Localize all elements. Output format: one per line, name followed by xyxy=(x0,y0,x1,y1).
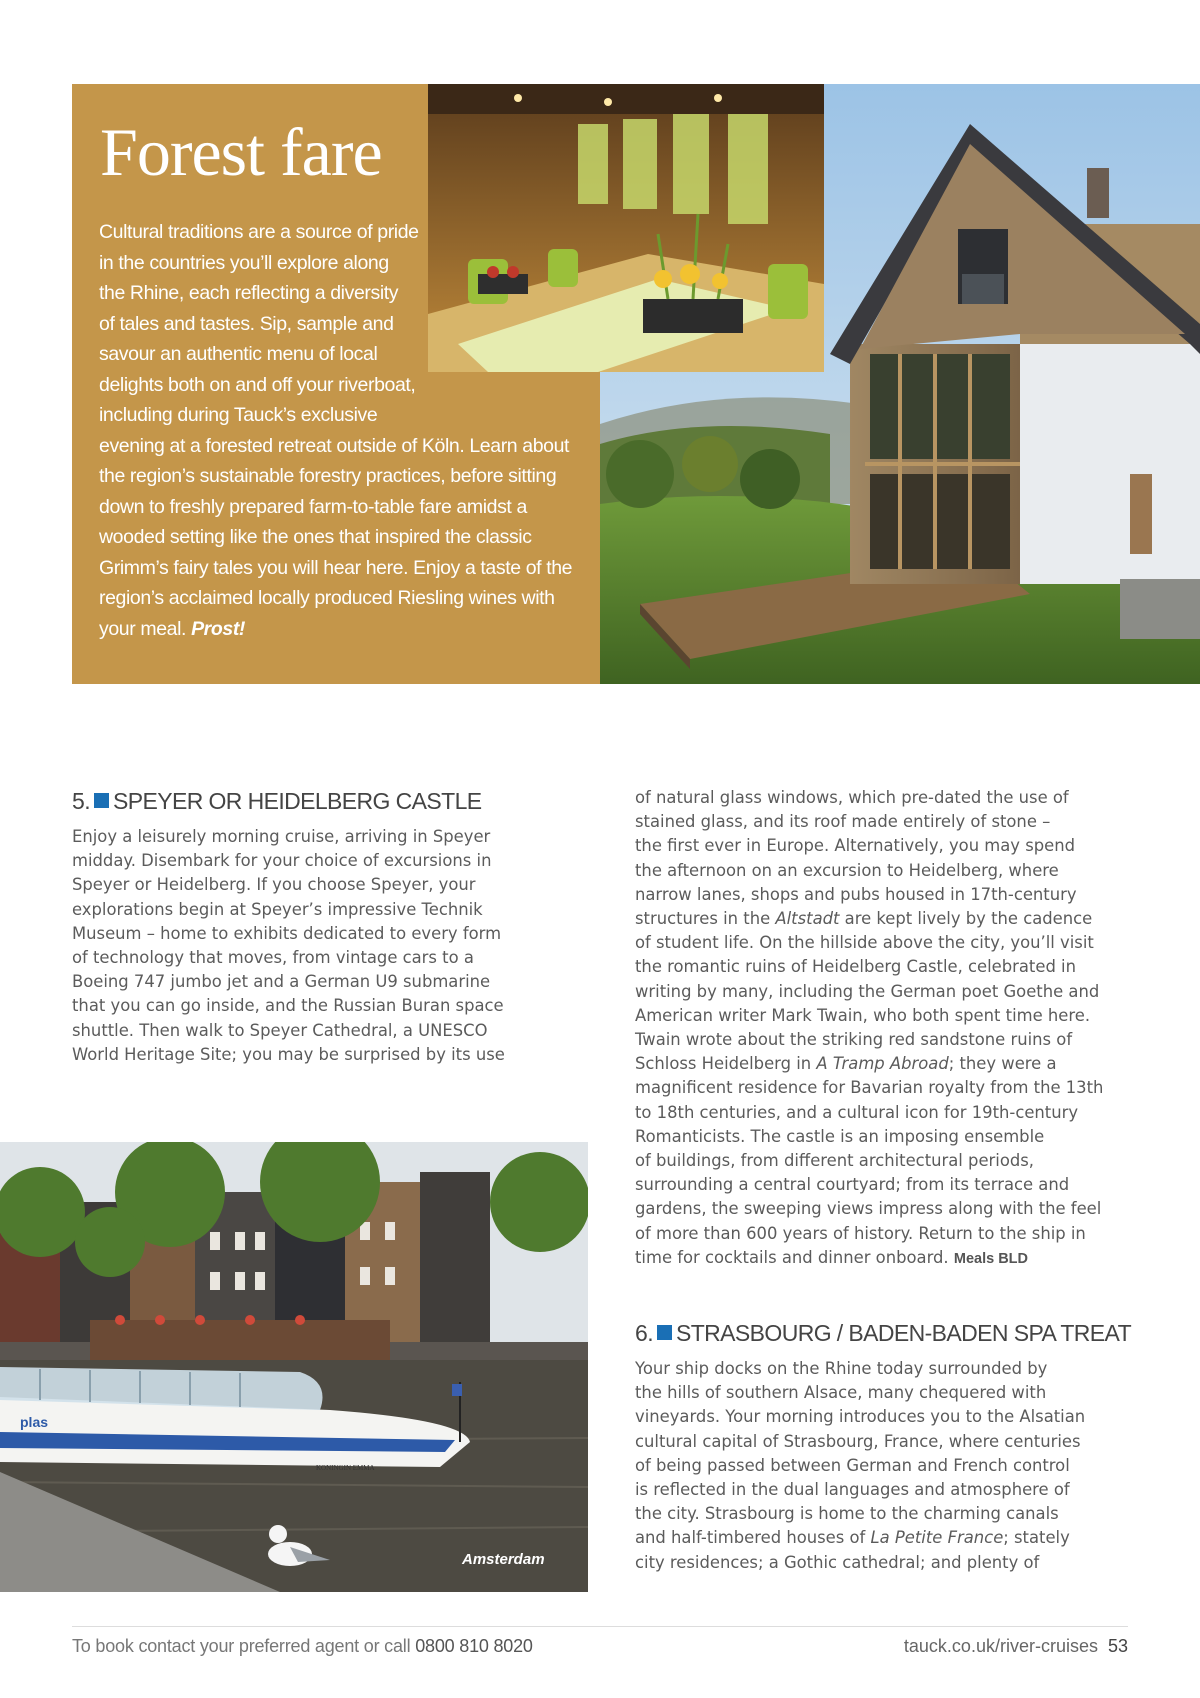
text-run: ; stately xyxy=(1003,1528,1070,1548)
paragraph-line: to 18th centuries, and a cultural icon for 19th-century xyxy=(635,1102,1079,1122)
paragraph-line: the afternoon on an excursion to Heidelberg, where xyxy=(635,860,1059,880)
hero-line: including during Tauck’s exclusive xyxy=(99,404,378,426)
paragraph-line: Museum – home to exhibits dedicated to every form xyxy=(72,923,502,943)
paragraph-line: the first ever in Europe. Alternatively, you may spend xyxy=(635,836,1076,856)
footer-url-link[interactable]: tauck.co.uk/river-cruises xyxy=(903,1636,1098,1656)
paragraph-line: shuttle. Then walk to Speyer Cathedral, a UNESCO xyxy=(72,1020,488,1040)
text-run: are kept lively by the cadence xyxy=(839,909,1093,929)
paragraph-line: narrow lanes, shops and pubs housed in 17th-century xyxy=(635,884,1077,904)
paragraph-line: gardens, the sweeping views impress along with the feel xyxy=(635,1199,1102,1219)
amsterdam-canal-photo xyxy=(0,1142,588,1592)
hero-line: savour an authentic menu of local xyxy=(99,343,378,365)
hero-line: Cultural traditions are a source of pride xyxy=(99,221,419,243)
hero-line: region’s acclaimed locally produced Riesling wines with xyxy=(99,587,555,609)
boat-name-text: KONINGIN EMMA xyxy=(316,1464,375,1472)
page-number: 53 xyxy=(1107,1636,1128,1656)
footer-contact-text: To book contact your preferred agent or call xyxy=(72,1636,411,1656)
paragraph-line: American writer Mark Twain, who both spent time here. xyxy=(635,1005,1091,1025)
paragraph-line: stained glass, and its roof made entirely of stone – xyxy=(635,812,1051,832)
paragraph-line: of natural glass windows, which pre-dated the use of xyxy=(635,788,1069,807)
hero-line: the region’s sustainable forestry practices, before sitting xyxy=(99,465,557,487)
italic-term: Altstadt xyxy=(775,909,840,929)
paragraph-line: the city. Strasbourg is home to the charming canals xyxy=(635,1504,1059,1524)
section-5-heading xyxy=(72,790,482,813)
section-5-number: 5. xyxy=(72,788,90,814)
hero-intro-text xyxy=(99,217,573,644)
italic-place-name: La Petite France xyxy=(870,1528,1004,1548)
footer-phone[interactable]: 0800 810 8020 xyxy=(415,1636,533,1656)
section-6-column xyxy=(635,1357,1085,1575)
paragraph-line: is reflected in the dual languages and atmosphere of xyxy=(635,1480,1070,1500)
blue-square-bullet-icon xyxy=(94,793,109,808)
hero-line: your meal. xyxy=(99,617,187,640)
blue-square-bullet-icon xyxy=(657,1325,672,1340)
paragraph-line xyxy=(635,1246,1103,1271)
paragraph-line: vineyards. Your morning introduces you to the Alsatian xyxy=(635,1407,1086,1427)
text-run: time for cocktails and dinner onboard. xyxy=(635,1247,949,1267)
text-run: Schloss Heidelberg in xyxy=(635,1054,817,1074)
section-5-right-column xyxy=(635,786,1103,1271)
paragraph-line: of buildings, from different architectural periods, xyxy=(635,1151,1035,1171)
paragraph-line: surrounding a central courtyard; from its terrace and xyxy=(635,1175,1070,1195)
paragraph-line: the hills of southern Alsace, many chequered with xyxy=(635,1383,1047,1403)
meals-label: Meals BLD xyxy=(953,1250,1028,1267)
paragraph-line: Romanticists. The castle is an imposing ensemble xyxy=(635,1126,1045,1146)
footer-divider xyxy=(72,1626,1128,1627)
hero-line: evening at a forested retreat outside of Köln. Learn about xyxy=(99,434,570,457)
hero-line: wooded setting like the ones that inspired the classic xyxy=(99,526,532,548)
paragraph-line: of more than 600 years of history. Return to the ship in xyxy=(635,1223,1086,1243)
text-run: ; they were a xyxy=(948,1054,1057,1074)
hero-line: of tales and tastes. Sip, sample and xyxy=(99,312,394,335)
hero-line: delights both on and off your riverboat, xyxy=(99,373,416,396)
paragraph-line: that you can go inside, and the Russian Buran space xyxy=(72,996,504,1016)
paragraph-line: Enjoy a leisurely morning cruise, arriving in Speyer xyxy=(72,827,491,846)
text-run: and half-timbered houses of xyxy=(635,1528,871,1548)
paragraph-line: of technology that moves, from vintage cars to a xyxy=(72,948,474,968)
hero-line: in the countries you’ll explore along xyxy=(99,251,389,274)
paragraph-line: explorations begin at Speyer’s impressive Technik xyxy=(72,899,483,919)
paragraph-line: of student life. On the hillside above the city, you’ll visit xyxy=(635,933,1094,953)
paragraph-line: magnificent residence for Bavarian royalty from the 13th xyxy=(635,1078,1104,1098)
hero-line: the Rhine, each reflecting a diversity xyxy=(99,282,399,304)
paragraph-line: Boeing 747 jumbo jet and a German U9 submarine xyxy=(72,972,491,992)
paragraph-line: of being passed between German and French control xyxy=(635,1455,1070,1475)
paragraph-line: city residences; a Gothic cathedral; and plenty of xyxy=(635,1552,1040,1572)
hero-title: Forest fare xyxy=(100,114,382,190)
paragraph-line: cultural capital of Strasbourg, France, where centuries xyxy=(635,1431,1081,1451)
photo-caption: Amsterdam xyxy=(462,1551,545,1568)
section-6-title: STRASBOURG / BADEN-BADEN SPA TREAT xyxy=(675,1320,1132,1346)
hero-line: down to freshly prepared farm-to-table fare amidst a xyxy=(99,495,527,518)
paragraph-line: Your ship docks on the Rhine today surrounded by xyxy=(635,1359,1048,1378)
section-6-number: 6. xyxy=(635,1320,653,1346)
section-6-heading xyxy=(635,1322,1131,1345)
hero-closing-italic: Prost! xyxy=(191,617,246,640)
paragraph-line xyxy=(635,1526,1085,1550)
paragraph-line xyxy=(635,1052,1103,1076)
paragraph-line: Speyer or Heidelberg. If you choose Speyer, your xyxy=(72,875,476,895)
paragraph-line: writing by many, including the German poet Goethe and xyxy=(635,981,1100,1001)
section-5-left-column xyxy=(72,825,505,1067)
boat-brand-text: plas xyxy=(20,1414,49,1430)
hero-line: Grimm’s fairy tales you will hear here. Enjoy a taste of the xyxy=(99,556,573,579)
italic-book-title: A Tramp Abroad xyxy=(816,1054,949,1074)
paragraph-line: the romantic ruins of Heidelberg Castle, celebrated in xyxy=(635,957,1077,977)
paragraph-line: World Heritage Site; you may be surprised by its use xyxy=(72,1044,505,1064)
paragraph-line xyxy=(635,907,1103,931)
text-run: structures in the xyxy=(635,909,776,929)
paragraph-line: Twain wrote about the striking red sandstone ruins of xyxy=(635,1030,1073,1050)
paragraph-line: midday. Disembark for your choice of excursions in xyxy=(72,851,492,871)
section-5-title: SPEYER OR HEIDELBERG CASTLE xyxy=(112,788,482,814)
footer-contact xyxy=(72,1636,533,1657)
footer-site xyxy=(904,1636,1128,1657)
hero-line-last xyxy=(99,614,569,645)
